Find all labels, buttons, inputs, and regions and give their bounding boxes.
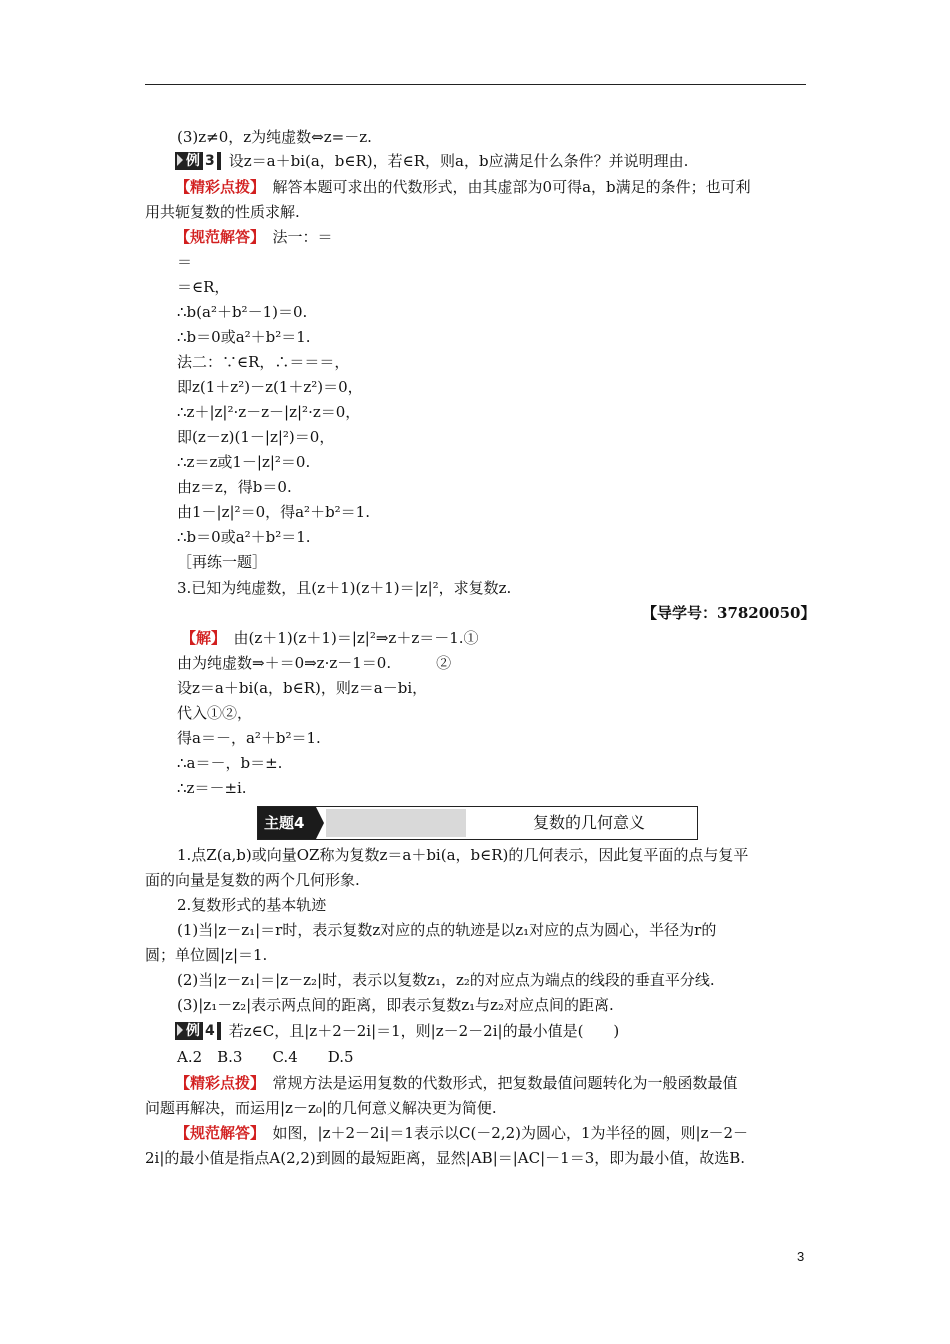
text-line: 2.复数形式的基本轨迹 <box>177 896 327 914</box>
text-line: (2)当|z－z₁|＝|z－z₂|时，表示以复数z₁，z₂的对应点为端点的线段的垂直平分线. <box>177 971 715 989</box>
text-line: ∴b＝0或a²＋b²＝1. <box>177 528 311 546</box>
text-line: ［再练一题］ <box>177 553 268 571</box>
page-number: 3 <box>797 1249 805 1264</box>
text-line: ∴z＋|z|²·z－z－|z|²·z＝0， <box>177 403 361 421</box>
topic-gray-band <box>326 809 466 837</box>
header-rule <box>145 84 806 85</box>
solution-2: 【规范解答】 如图，|z＋2－2i|＝1表示以C(－2,2)为圆心，1为半径的圆，则|z－2－ <box>175 1124 749 1142</box>
text-line: (3)|z₁－z₂|表示两点间的距离，即表示复数z₁与z₂对应点间的距离. <box>177 996 614 1014</box>
text-line: ∴a＝－，b＝±. <box>177 754 283 772</box>
example-3: 例 3 设z＝a＋bi(a，b∈R)，若∈R，则a，b应满足什么条件？并说明理由. <box>175 151 688 171</box>
text-line: ∴b(a²＋b²－1)＝0. <box>177 303 308 321</box>
text-line: ∴z＝z或1－|z|²＝0. <box>177 453 311 471</box>
text-line: (1)当|z－z₁|＝r时，表示复数z对应的点的轨迹是以z₁对应的点为圆心，半径为r的 <box>177 921 717 939</box>
text-line: ∴z＝－±i. <box>177 779 247 797</box>
triangle-marker-icon <box>177 1024 183 1036</box>
hint-2: 【精彩点拨】 常规方法是运用复数的代数形式，把复数最值问题转化为一般函数最值 <box>175 1074 738 1092</box>
example-4: 例 4 若z∈C，且|z＋2－2i|＝1，则|z－2－2i|的最小值是( ) <box>175 1021 619 1041</box>
text-line: 面的向量是复数的两个几何形象. <box>145 871 360 889</box>
guide-number: 【导学号：37820050】 <box>642 604 816 622</box>
text-line: 用共轭复数的性质求解. <box>145 203 300 221</box>
triangle-marker-icon <box>177 154 183 166</box>
text-line: 设z＝a＋bi(a，b∈R)，则z＝a－bi， <box>177 679 428 697</box>
example-tag: 例 3 <box>175 152 221 170</box>
text-line: 问题再解决，而运用|z－z₀|的几何意义解决更为简便. <box>145 1099 497 1117</box>
text-line: 得a＝－，a²＋b²＝1. <box>177 729 321 747</box>
topic-notch <box>316 807 324 839</box>
text-line: 3.已知为纯虚数，且(z＋1)(z＋1)＝|z|²，求复数z. <box>177 579 512 597</box>
topic-title: 复数的几何意义 <box>533 813 646 832</box>
text-line: 2i|的最小值是指点A(2,2)到圆的最短距离，显然|AB|＝|AC|－1＝3，即为最小值，故选B. <box>145 1149 746 1167</box>
answer-options: A.2 B.3 C.4 D.5 <box>177 1048 354 1066</box>
text-line: 即z(1＋z²)－z(1＋z²)＝0， <box>177 378 363 396</box>
text-line: ＝∈R， <box>177 278 230 296</box>
answer: 【解】 由(z＋1)(z＋1)＝|z|²⇒z＋z＝－1.① <box>181 629 479 647</box>
text-line: 即(z－z)(1－|z|²)＝0， <box>177 428 335 446</box>
text-line: ＝ <box>177 253 193 271</box>
text-line: (3)z≠0，z为纯虚数⇔z=－z. <box>177 128 372 146</box>
text-line: 由z＝z，得b＝0. <box>177 478 292 496</box>
text-line: 法二：∵∈R，∴＝＝＝， <box>177 353 350 371</box>
hint-1: 【精彩点拨】 解答本题可求出的代数形式，由其虚部为0可得a，b满足的条件；也可利 <box>175 178 751 196</box>
example-tag: 例 4 <box>175 1022 221 1040</box>
text-line: 由1－|z|²＝0，得a²＋b²＝1. <box>177 503 370 521</box>
solution-1: 【规范解答】 法一：＝ <box>175 228 333 246</box>
topic-banner <box>257 806 698 840</box>
text-line: 由为纯虚数⇒＋＝0⇒z·z－1＝0. ② <box>177 654 452 672</box>
text-line: 代入①②， <box>177 704 253 722</box>
topic-tag: 主题4 <box>258 807 316 839</box>
text-line: ∴b＝0或a²＋b²＝1. <box>177 328 311 346</box>
text-line: 1.点Z(a,b)或向量OZ称为复数z＝a＋bi(a，b∈R)的几何表示，因此复平面的点与复平 <box>177 846 749 864</box>
text-line: 圆；单位圆|z|＝1. <box>145 946 268 964</box>
